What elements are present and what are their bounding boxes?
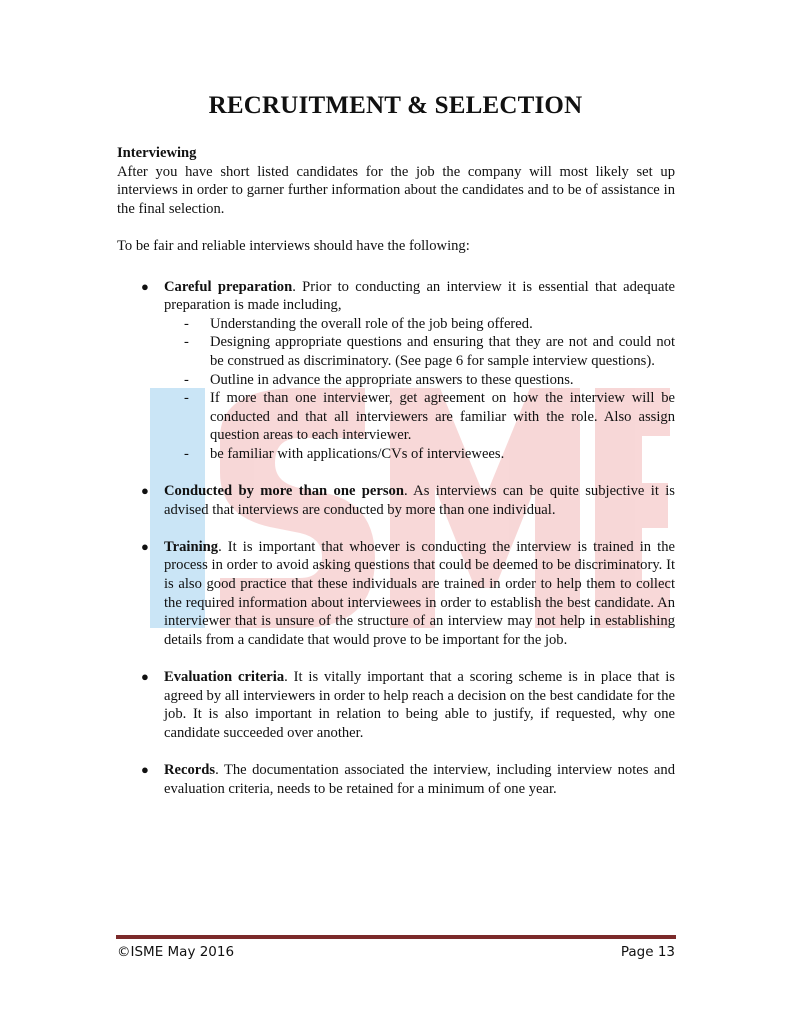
bullet-lead: Conducted by more than one person	[164, 483, 404, 500]
list-item-training	[117, 538, 675, 650]
sub-list-item	[164, 333, 675, 370]
lead-in-text: To be fair and reliable interviews should have the following:	[117, 237, 470, 254]
bullet-icon: ●	[141, 278, 149, 294]
intro-paragraph: After you have short listed candidates for the job the company will most likely set up interviews in order to garner further information about the candidates and to be of assistance in the final selection.	[117, 163, 675, 217]
dash-icon: -	[184, 315, 189, 332]
bullet-lead: Records	[164, 762, 216, 778]
bullet-lead: Evaluation criteria	[164, 669, 285, 686]
bullet-icon: ●	[141, 483, 149, 499]
page-title: RECRUITMENT & SELECTION	[208, 92, 583, 119]
footer-page-number: Page 13	[620, 944, 675, 960]
list-item-careful-preparation	[117, 278, 675, 464]
bullet-icon: ●	[141, 538, 149, 554]
bullet-text: . Prior to conducting an interview it is essential that adequate preparation is made including,	[164, 278, 675, 314]
dash-icon: -	[184, 445, 189, 462]
sub-list-item	[164, 389, 675, 445]
sub-list-item	[164, 315, 675, 334]
footer-divider	[116, 935, 676, 939]
section-heading: Interviewing	[117, 145, 197, 161]
bullet-text: . As interviews can be quite subjective it is advised that interviews are conducted by more than one individual.	[164, 483, 675, 518]
preparation-sublist	[164, 315, 675, 464]
sub-item-text: If more than one interviewer, get agreement on how the interview will be conducted and that all interviewers are familiar with the role. Also assign question areas to each interviewer.	[210, 390, 675, 444]
bullet-icon: ●	[141, 762, 149, 777]
main-content	[117, 144, 675, 817]
bullet-icon: ●	[141, 669, 149, 685]
bullet-lead: Careful preparation	[164, 278, 293, 295]
sub-item-text: be familiar with applications/CVs of interviewees.	[210, 445, 505, 462]
bullet-text: . It is important that whoever is conducting the interview is trained in the process in order to avoid asking questions that could be deemed to be discriminatory. It is also good practice that these individuals are trained in order to help them to collect the required information about interviewees in order to establish the best candidate. An interviewer that is unsure of the structure of an interview may not help in establishing details from a candidate that would prove to be important for the job.	[164, 538, 675, 648]
sub-item-text: Designing appropriate questions and ensuring that they are not and could not be construed as discriminatory. (See page 6 for sample interview questions).	[210, 334, 675, 369]
sub-list-item	[164, 371, 675, 390]
bullet-text: . The documentation associated the interview, including interview notes and evaluation criteria, needs to be retained for a minimum of one year.	[164, 762, 675, 797]
bullet-lead: Training	[164, 538, 219, 555]
list-item-evaluation-criteria	[117, 668, 675, 742]
dash-icon: -	[184, 371, 189, 388]
dash-icon: -	[184, 334, 189, 351]
requirements-list	[117, 278, 675, 799]
sub-item-text: Outline in advance the appropriate answers to these questions.	[210, 371, 574, 388]
sub-list-item	[164, 445, 675, 464]
list-item-records	[117, 761, 675, 798]
footer-copyright: ©ISME May 2016	[117, 944, 235, 960]
dash-icon: -	[184, 390, 189, 407]
sub-item-text: Understanding the overall role of the job being offered.	[210, 315, 533, 332]
list-item-more-than-one-person	[117, 482, 675, 519]
bullet-text: . It is vitally important that a scoring scheme is in place that is agreed by all interviewers in order to help reach a decision on the best candidate for the job. It is also important in relation to being able to justify, if requested, why one candidate succeeded over another.	[164, 669, 675, 741]
